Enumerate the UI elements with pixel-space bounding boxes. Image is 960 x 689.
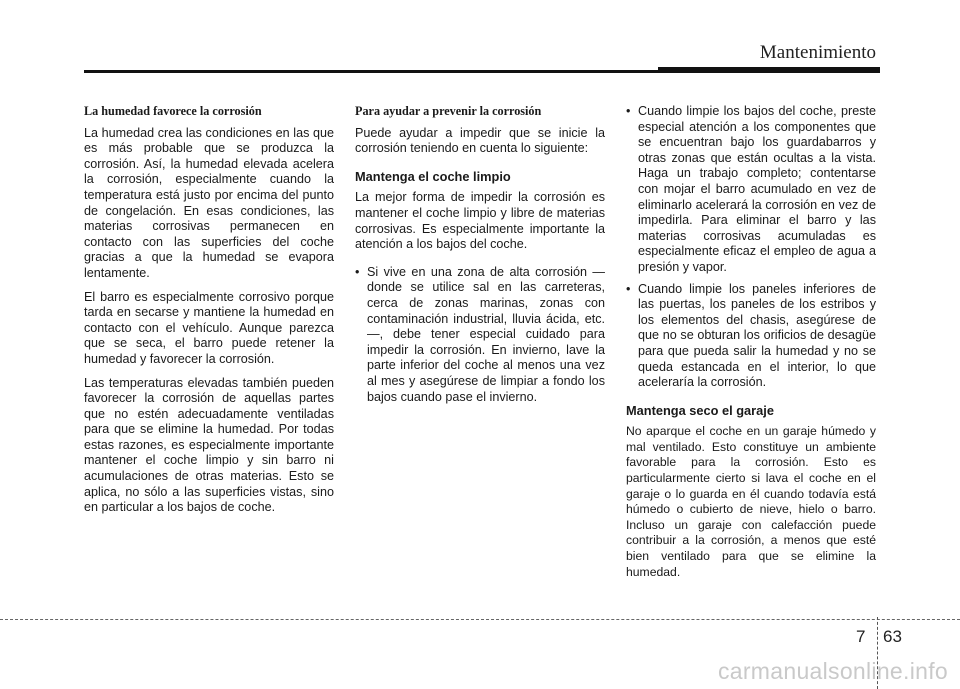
paragraph: El barro es especialmente corrosivo porque tarda en secarse y mantiene la humedad en contacto con el vehículo. Aunque parezca que se seca, el barro puede retener la humedad y favorecer la corrosión.	[84, 289, 334, 366]
heading-humidity: La humedad favorece la corrosión	[84, 104, 262, 118]
bullet-item: • Cuando limpie los bajos del coche, preste especial atención a los componentes que se encuentran bajo los guardabarros y otras zonas que están ocultas a la vista. Haga un trabajo completo; contentarse con mojar el barro acumulado en vez de eliminarlo acelerará la corrosión en vez de impedirla. Para eliminar el barro y las materias corrosivas acumuladas es especialmente eficaz el empleo de agua a presión y vapor.	[626, 104, 876, 276]
page-number: 63	[883, 627, 902, 646]
column-2	[355, 104, 605, 411]
column-1	[84, 104, 334, 524]
header-rule-accent	[658, 67, 880, 73]
subheading-dry-garage: Mantenga seco el garaje	[626, 402, 774, 418]
paragraph: La humedad crea las condiciones en las que es más probable que se produzca la corrosión. Así, la humedad elevada acelera la corrosión, especialmente cuando la temperatura está justo por encima del punto de congelación. En esas condiciones, las materias corrosivas permanecen en contacto con las superficies del coche gracias a que la humedad se evapora lentamente.	[84, 125, 334, 280]
chapter-number: 7	[856, 627, 866, 646]
paragraph: La mejor forma de impedir la corrosión es mantener el coche limpio y libre de materias corrosivas. Es especialmente importante la atención a los bajos del coche.	[355, 190, 605, 252]
bullet-item: • Cuando limpie los paneles inferiores de las puertas, los paneles de los estribos y los elementos del chasis, asegúrese de que no se obturan los orificios de desagüe para que pueda salir la humedad y no se queda estancada en el interior, lo que aceleraría la corrosión.	[626, 282, 876, 391]
watermark: carmanualsonline.info	[717, 658, 948, 684]
heading-prevent-corrosion: Para ayudar a prevenir la corrosión	[355, 104, 542, 118]
section-title: Mantenimiento	[759, 42, 876, 63]
paragraph: Puede ayudar a impedir que se inicie la corrosión teniendo en cuenta lo siguiente:	[355, 125, 605, 156]
bullet-item: • Si vive en una zona de alta corrosión — donde se utilice sal en las carreteras, cerca de zonas marinas, zonas con contaminación industrial, lluvia ácida, etc.—, debe tener especial cuidado para impedir la corrosión. En invierno, lave la parte inferior del coche al menos una vez al mes y asegúrese de limpiar a fondo los bajos cuando pase el invierno.	[355, 265, 605, 405]
footer-rule	[0, 619, 960, 620]
paragraph: No aparque el coche en un garaje húmedo y mal ventilado. Esto constituye un ambiente favorable para la corrosión. Esto es particularmente cierto si lava el coche en el garaje o lo guarda en él cuando todavía está húmedo o cubierto de nieve, hielo o barro. Incluso un garaje con calefacción puede contribuir a la corrosión, a menos que esté bien ventilado para que se elimine la humedad.	[626, 424, 876, 579]
subheading-keep-clean: Mantenga el coche limpio	[355, 168, 511, 184]
paragraph: Las temperaturas elevadas también pueden favorecer la corrosión de aquellas partes que no estén adecuadamente ventiladas para que se elimine la humedad. Por todas estas razones, es especialmente importante mantener el coche limpio y sin barro ni acumulaciones de otras materias. Esto se aplica, no sólo a las superficies vistas, sino en particular a los bajos de coche.	[84, 375, 334, 515]
column-3	[626, 104, 876, 588]
